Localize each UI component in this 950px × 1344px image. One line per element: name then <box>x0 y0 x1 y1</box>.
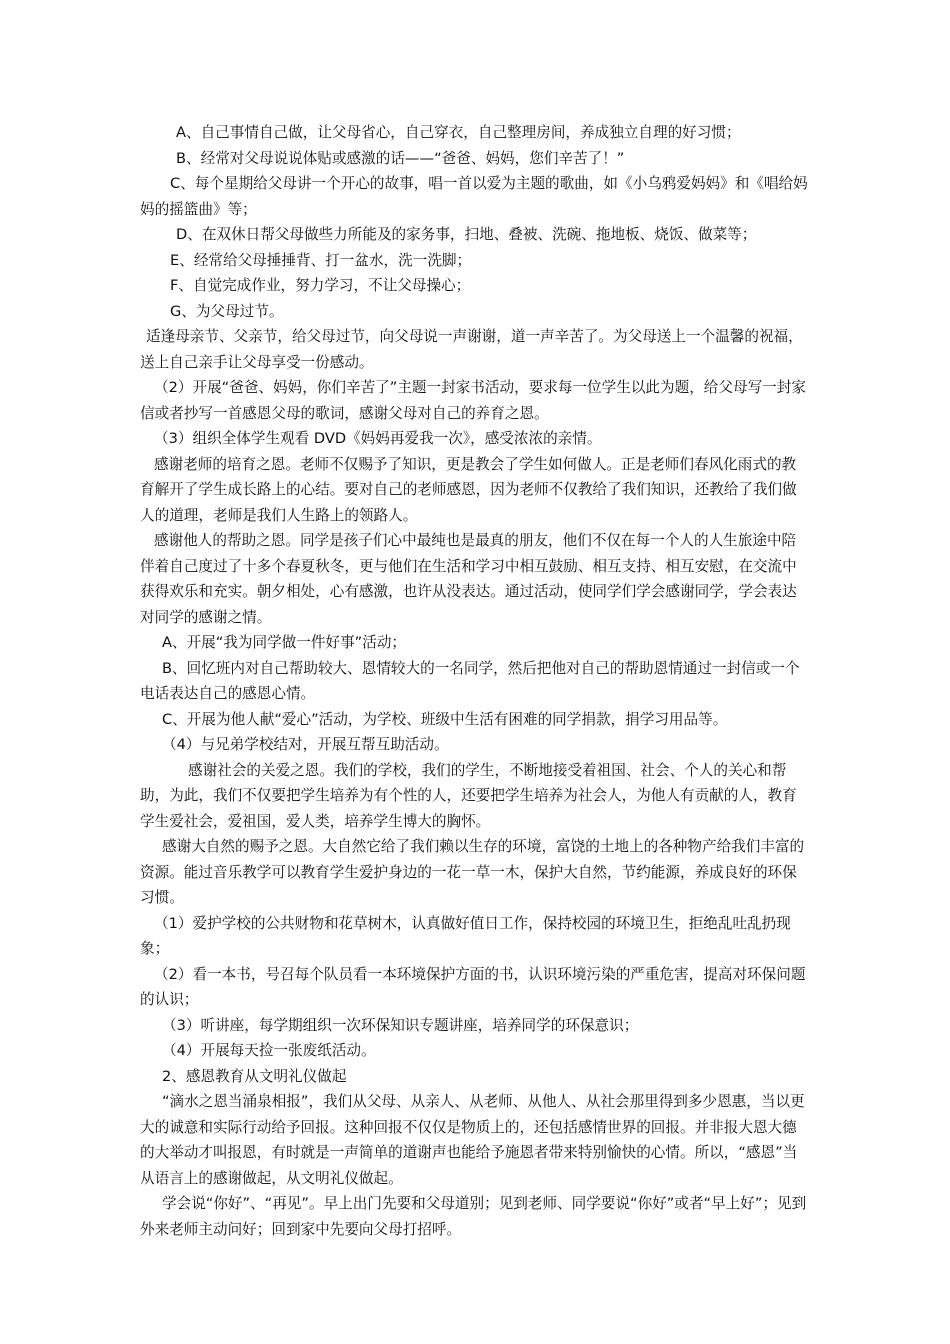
list-item-g: G、为父母过节。 <box>170 302 284 320</box>
list-item-f: F、自觉完成作业，努力学习，不让父母操心； <box>170 277 471 294</box>
list-item-c: C、开展为他人献“爱心”活动，为学校、班级中生活有困难的同学捐款，捐学习用品等。 <box>162 710 728 728</box>
list-item-3: （3）听讲座，每学期组织一次环保知识专题讲座，培养同学的环保意识； <box>162 1016 639 1034</box>
list-item-a: A、开展“我为同学做一件好事”活动； <box>162 634 407 651</box>
paragraph: （4）与兄弟学校结对，开展互帮互助活动。 <box>162 736 449 753</box>
paragraph: 感谢社会的关爱之恩。我们的学校，我们的学生，不断地接受着祖国、社会、个人的关心和帮助，为此，我们不仅要把学生培养为有个性的人，还要把学生培养为社会人，为他人有贡献的人，教育学生爱社会，爱祖国，爱人类，培养学生博大的胸怀。 <box>140 761 797 830</box>
list-item-d: D、在双休日帮父母做些力所能及的家务事，扫地、叠被、洗碗、拖地板、烧饭、做菜等； <box>176 226 757 243</box>
paragraph: 感谢大自然的赐予之恩。大自然它给了我们赖以生存的环境，富饶的土地上的各种物产给我们丰富的资源。能过音乐教学可以教育学生爱护身边的一花一草一木，保护大自然，节约能源，养成良好的环保习惯。 <box>140 838 805 906</box>
list-item-4: （4）开展每天捡一张废纸活动。 <box>162 1042 376 1059</box>
list-item-a: A、自己事情自己做，让父母省心，自己穿衣，自己整理房间，养成独立自理的好习惯； <box>176 124 741 141</box>
list-item-2: （2）看一本书，号召每个队员看一本环境保护方面的书，认识环境污染的严重危害，提高对环保问题的认识； <box>140 965 806 1008</box>
paragraph: （3）组织全体学生观看 DVD《妈妈再爱我一次》，感受浓浓的亲情。 <box>154 430 602 447</box>
paragraph: 适逢母亲节、父亲节，给父母过节，向父母说一声谢谢，道一声辛苦了。为父母送上一个温馨的祝福，送上自己亲手让父母享受一份感动。 <box>140 328 803 371</box>
paragraph: （2）开展“爸爸、妈妈，你们辛苦了”主题一封家书活动，要求每一位学生以此为题，给父母写一封家信或者抄写一首感恩父母的歌词，感谢父母对自己的养育之恩。 <box>140 379 806 422</box>
list-item-c: C、每个星期给父母讲一个开心的故事，唱一首以爱为主题的歌曲，如《小乌鸦爱妈妈》和《唱给妈妈的摇篮曲》等； <box>140 175 808 218</box>
list-item-b: B、经常对父母说说体贴或感激的话——“爸爸、妈妈，您们辛苦了！” <box>176 149 625 167</box>
list-item-e: E、经常给父母捶捶背、打一盆水，洗一洗脚； <box>170 251 472 269</box>
paragraph: 学会说“你好”、“再见”。早上出门先要和父母道别；见到老师、同学要说“你好”或者“早上好”；见到外来老师主动问好；回到家中先要向父母打招呼。 <box>140 1195 807 1238</box>
paragraph: “滴水之恩当涌泉相报”，我们从父母、从亲人、从老师、从他人、从社会那里得到多少恩惠，当以更大的诚意和实际行动给予回报。这种回报不仅仅是物质上的，还包括感情世界的回报。并非报大恩大德的大举动才叫报恩，有时就是一声简单的道谢声也能给予施恩者带来特别愉快的心情。所以，“感恩”当从语言上的感谢做起，从文明礼仪做起。 <box>140 1093 805 1187</box>
document-body <box>140 120 810 1242</box>
list-item-1: （1）爱护学校的公共财物和花草树木，认真做好值日工作，保持校园的环境卫生，拒绝乱吐乱扔现象； <box>140 914 791 957</box>
list-item-b: B、回忆班内对自己帮助较大、恩情较大的一名同学，然后把他对自己的帮助恩情通过一封信或一个电话表达自己的感恩心情。 <box>140 659 800 702</box>
paragraph: 感谢老师的培育之恩。老师不仅赐予了知识，更是教会了学生如何做人。正是老师们春风化雨式的教育解开了学生成长路上的心结。要对自己的老师感恩，因为老师不仅教给了我们知识，还教给了我们做人的道理，老师是我们人生路上的领路人。 <box>140 455 797 524</box>
section-heading: 2、感恩教育从文明礼仪做起 <box>162 1067 347 1085</box>
paragraph: 感谢他人的帮助之恩。同学是孩子们心中最纯也是最真的朋友，他们不仅在每一个人的人生旅途中陪伴着自己度过了十多个春夏秋冬，更与他们在生活和学习中相互鼓励、相互支持、相互安慰，在交流中获得欢乐和充实。朝夕相处，心有感激，也许从没表达。通过活动，使同学们学会感谢同学，学会表达对同学的感谢之情。 <box>140 532 797 626</box>
